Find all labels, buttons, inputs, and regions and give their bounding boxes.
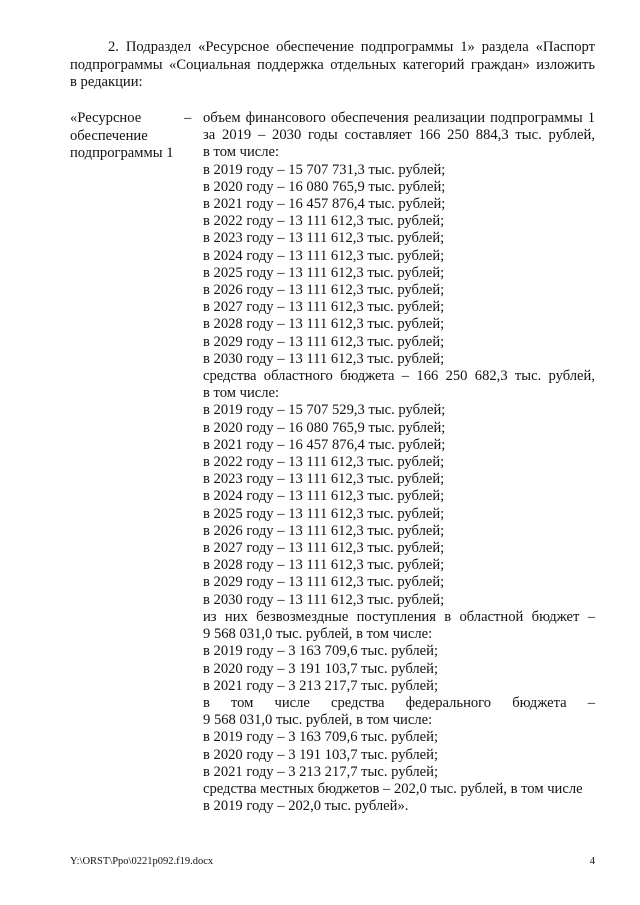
list-item: в 2021 году – 3 213 217,7 тыс. рублей; (203, 763, 439, 780)
list-item: в 2030 году – 13 111 612,3 тыс. рублей; (203, 350, 445, 367)
file-path: Y:\ORST\Ppo\0221p092.f19.docx (70, 856, 214, 867)
total-line-1: объем финансового обеспечения реализации подпрограммы 1 (203, 110, 595, 126)
list-item: в 2021 году – 16 457 876,4 тыс. рублей; (203, 436, 446, 453)
regional-line-2: в том числе: (203, 385, 280, 402)
list-item: в 2021 году – 16 457 876,4 тыс. рублей; (203, 196, 446, 213)
list-item: в 2027 году – 13 111 612,3 тыс. рублей; (203, 540, 445, 557)
list-item: в 2026 году – 13 111 612,3 тыс. рублей; (203, 282, 445, 299)
list-item: в 2025 году – 13 111 612,3 тыс. рублей; (203, 505, 445, 522)
resource-label-line-2: обеспечение (70, 127, 148, 144)
list-item: в 2024 году – 13 111 612,3 тыс. рублей; (203, 247, 445, 264)
regional-years-list (203, 402, 595, 608)
list-item: в 2019 году – 15 707 529,3 тыс. рублей; (203, 402, 446, 419)
grants-line-1: из них безвозмездные поступления в областной бюджет – (203, 608, 595, 625)
intro-line-3: в редакции: (70, 74, 143, 90)
list-item: в 2022 году – 13 111 612,3 тыс. рублей; (203, 213, 445, 230)
resource-label-line-1: «Ресурсное (70, 110, 142, 126)
grants-line-2: 9 568 031,0 тыс. рублей, в том числе: (203, 626, 433, 643)
intro-paragraph (70, 39, 595, 92)
grants-years-list (203, 643, 595, 695)
funding-details (203, 110, 595, 815)
list-item: в 2019 году – 15 707 731,3 тыс. рублей; (203, 161, 446, 178)
list-item: в 2020 году – 16 080 765,9 тыс. рублей; (203, 178, 446, 195)
intro-line-2: подпрограммы «Социальная поддержка отдельных категорий граждан» изложить (70, 56, 595, 73)
label-dash: – (184, 110, 192, 126)
list-item: в 2026 году – 13 111 612,3 тыс. рублей; (203, 522, 445, 539)
list-item: в 2029 году – 13 111 612,3 тыс. рублей; (203, 574, 445, 591)
list-item: в 2020 году – 3 191 103,7 тыс. рублей; (203, 660, 439, 677)
list-item: в 2020 году – 16 080 765,9 тыс. рублей; (203, 419, 446, 436)
federal-years-list (203, 729, 595, 781)
list-item: в 2030 году – 13 111 612,3 тыс. рублей; (203, 591, 445, 608)
federal-line-2: 9 568 031,0 тыс. рублей, в том числе: (203, 712, 433, 729)
list-item: в 2024 году – 13 111 612,3 тыс. рублей; (203, 488, 445, 505)
page-number: 4 (589, 856, 595, 867)
total-line-2: за 2019 – 2030 годы составляет 166 250 884,3 тыс. рублей, (203, 127, 595, 144)
list-item: в 2020 году – 3 191 103,7 тыс. рублей; (203, 746, 439, 763)
resource-label-line-3: подпрограммы 1 (70, 145, 174, 161)
total-years-list (203, 162, 595, 368)
list-item: в 2028 году – 13 111 612,3 тыс. рублей; (203, 557, 445, 574)
list-item: в 2022 году – 13 111 612,3 тыс. рублей; (203, 454, 445, 471)
intro-line-1: 2. Подраздел «Ресурсное обеспечение подпрограммы 1» раздела «Паспорт (108, 39, 595, 55)
regional-line-1: средства областного бюджета – 166 250 682,3 тыс. рублей, (203, 368, 595, 385)
total-line-3: в том числе: (203, 144, 280, 161)
list-item: в 2025 году – 13 111 612,3 тыс. рублей; (203, 264, 445, 281)
list-item: в 2021 году – 3 213 217,7 тыс. рублей; (203, 677, 439, 694)
list-item: в 2019 году – 3 163 709,6 тыс. рублей; (203, 643, 439, 660)
local-line-1: средства местных бюджетов – 202,0 тыс. рублей, в том числе (203, 780, 583, 797)
list-item: в 2023 году – 13 111 612,3 тыс. рублей; (203, 471, 445, 488)
list-item: в 2019 году – 3 163 709,6 тыс. рублей; (203, 729, 439, 746)
local-line-2: в 2019 году – 202,0 тыс. рублей». (203, 798, 409, 815)
list-item: в 2023 году – 13 111 612,3 тыс. рублей; (203, 230, 445, 247)
list-item: в 2028 году – 13 111 612,3 тыс. рублей; (203, 316, 445, 333)
resource-label (70, 110, 180, 163)
list-item: в 2027 году – 13 111 612,3 тыс. рублей; (203, 299, 445, 316)
list-item: в 2029 году – 13 111 612,3 тыс. рублей; (203, 333, 445, 350)
federal-line-1: в том числе средства федерального бюджета – (203, 694, 595, 711)
